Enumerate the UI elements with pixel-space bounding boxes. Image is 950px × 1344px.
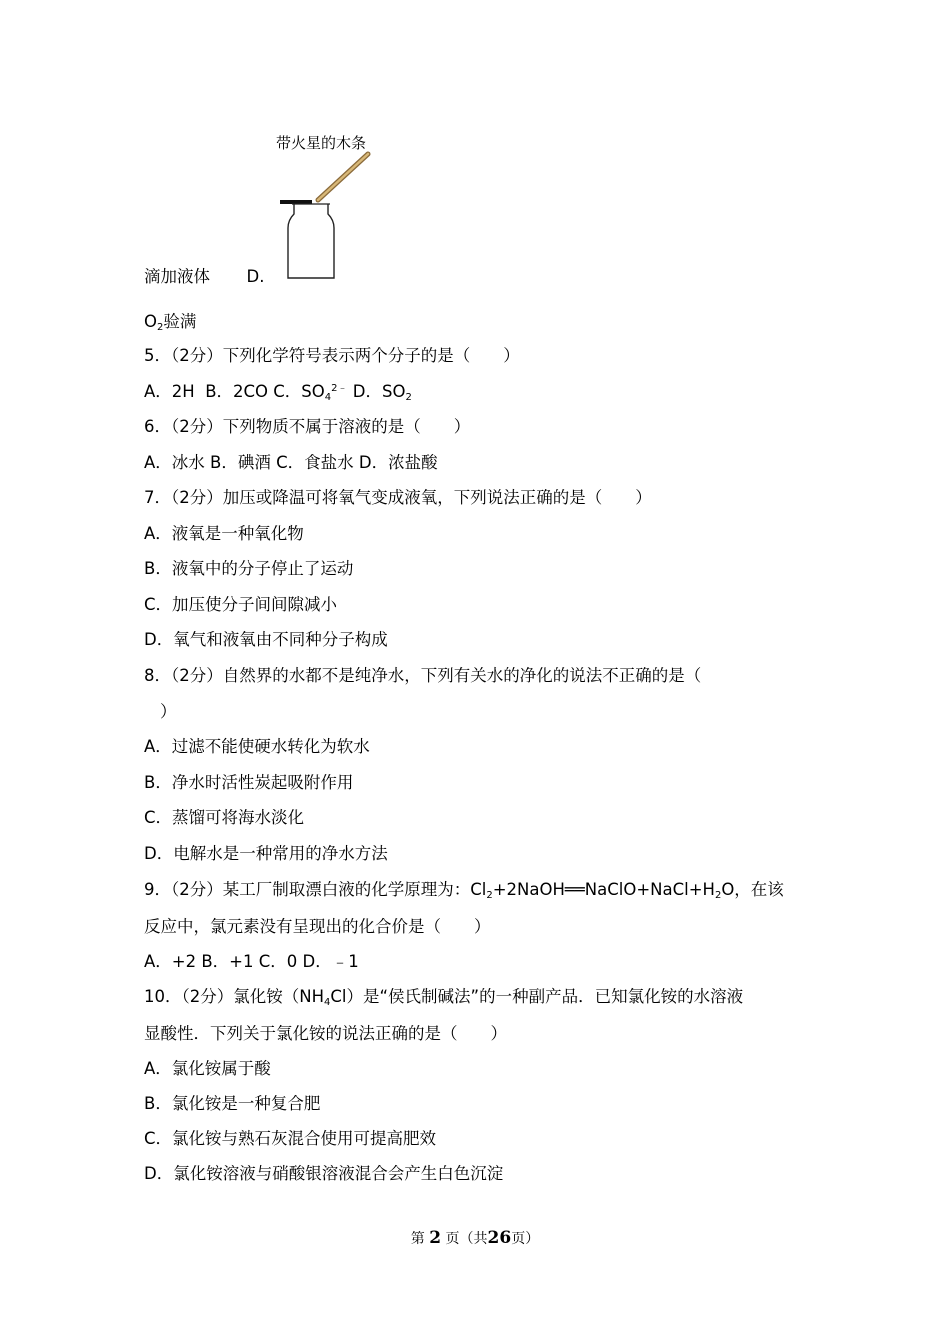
q8-stem-continued: ） (160, 702, 177, 721)
q10-option-d: D．氯化铵溶液与硝酸银溶液混合会产生白色沉淀 (144, 1164, 504, 1183)
q9-options: A．+2 B．+1 C．0 D．﹣1 (144, 952, 359, 971)
q6-options: A．冰水 B．碘酒 C．食盐水 D．浓盐酸 (144, 453, 438, 472)
q10-option-c: C．氯化铵与熟石灰混合使用可提高肥效 (144, 1129, 437, 1148)
page-footer: 第 2 页（共26页） (410, 1228, 540, 1248)
q7-option-c: C．加压使分子间间隙减小 (144, 595, 338, 614)
current-page-number: 2 (429, 1228, 442, 1248)
figure-label: 带火星的木条 (276, 134, 367, 152)
q7-option-d: D．氧气和液氧由不同种分子构成 (144, 630, 388, 649)
q10-option-b: B．氯化铵是一种复合肥 (144, 1094, 321, 1113)
q4-option-d-prefix: D. (246, 267, 265, 286)
q5-option-c: C．$SO_4^{2﹣}$ (273, 382, 348, 403)
q5-option-b: B．2CO (205, 382, 269, 401)
q5-stem: 5．（2分）下列化学符号表示两个分子的是（ ） (144, 346, 520, 365)
q5-options (144, 381, 412, 403)
q8-option-d: D．电解水是一种常用的净水方法 (144, 844, 388, 863)
q7-option-a: A．液氧是一种氧化物 (144, 524, 304, 543)
q10-stem: 10．（2分）氯化铵$(NH_4Cl)$是“侯氏制碱法”的一种副产品．已知氯化铵的水溶液 (144, 987, 744, 1008)
q4-option-d-caption: $O_2$验满 (144, 312, 197, 333)
q9-stem: 9．（2分）某工厂制取漂白液的化学原理为：$Cl_2+2NaOH══NaClO+NaCl+H_2O$，在该 (144, 880, 784, 901)
q8-option-a: A．过滤不能使硬水转化为软水 (144, 737, 370, 756)
q10-option-a: A．氯化铵属于酸 (144, 1059, 271, 1078)
oxygen-test-figure (268, 128, 408, 288)
gas-bottle-illustration (268, 128, 408, 288)
q7-stem: 7．（2分）加压或降温可将氧气变成液氧，下列说法正确的是（ ） (144, 488, 652, 507)
q5-option-a: A．2H (144, 382, 195, 401)
q5-option-d: D．$SO_2$ (352, 382, 412, 403)
q8-option-c: C．蒸馏可将海水淡化 (144, 808, 305, 827)
q4-option-c-d (144, 266, 264, 288)
gas-bottle-icon (288, 204, 334, 278)
q7-option-b: B．液氧中的分子停止了运动 (144, 559, 354, 578)
glass-plate-icon (280, 200, 312, 204)
q9-stem-line2: 反应中，氯元素没有呈现出的化合价是（ ） (144, 917, 491, 936)
q8-stem: 8．（2分）自然界的水都不是纯净水，下列有关水的净化的说法不正确的是（ (144, 666, 702, 685)
q4-option-c-text: 滴加液体 (144, 267, 210, 286)
q8-option-b: B．净水时活性炭起吸附作用 (144, 773, 354, 792)
q10-stem-line2: 显酸性．下列关于氯化铵的说法正确的是（ ） (144, 1024, 507, 1043)
q6-stem: 6．（2分）下列物质不属于溶液的是（ ） (144, 417, 471, 436)
total-page-count: 26 (487, 1228, 512, 1248)
